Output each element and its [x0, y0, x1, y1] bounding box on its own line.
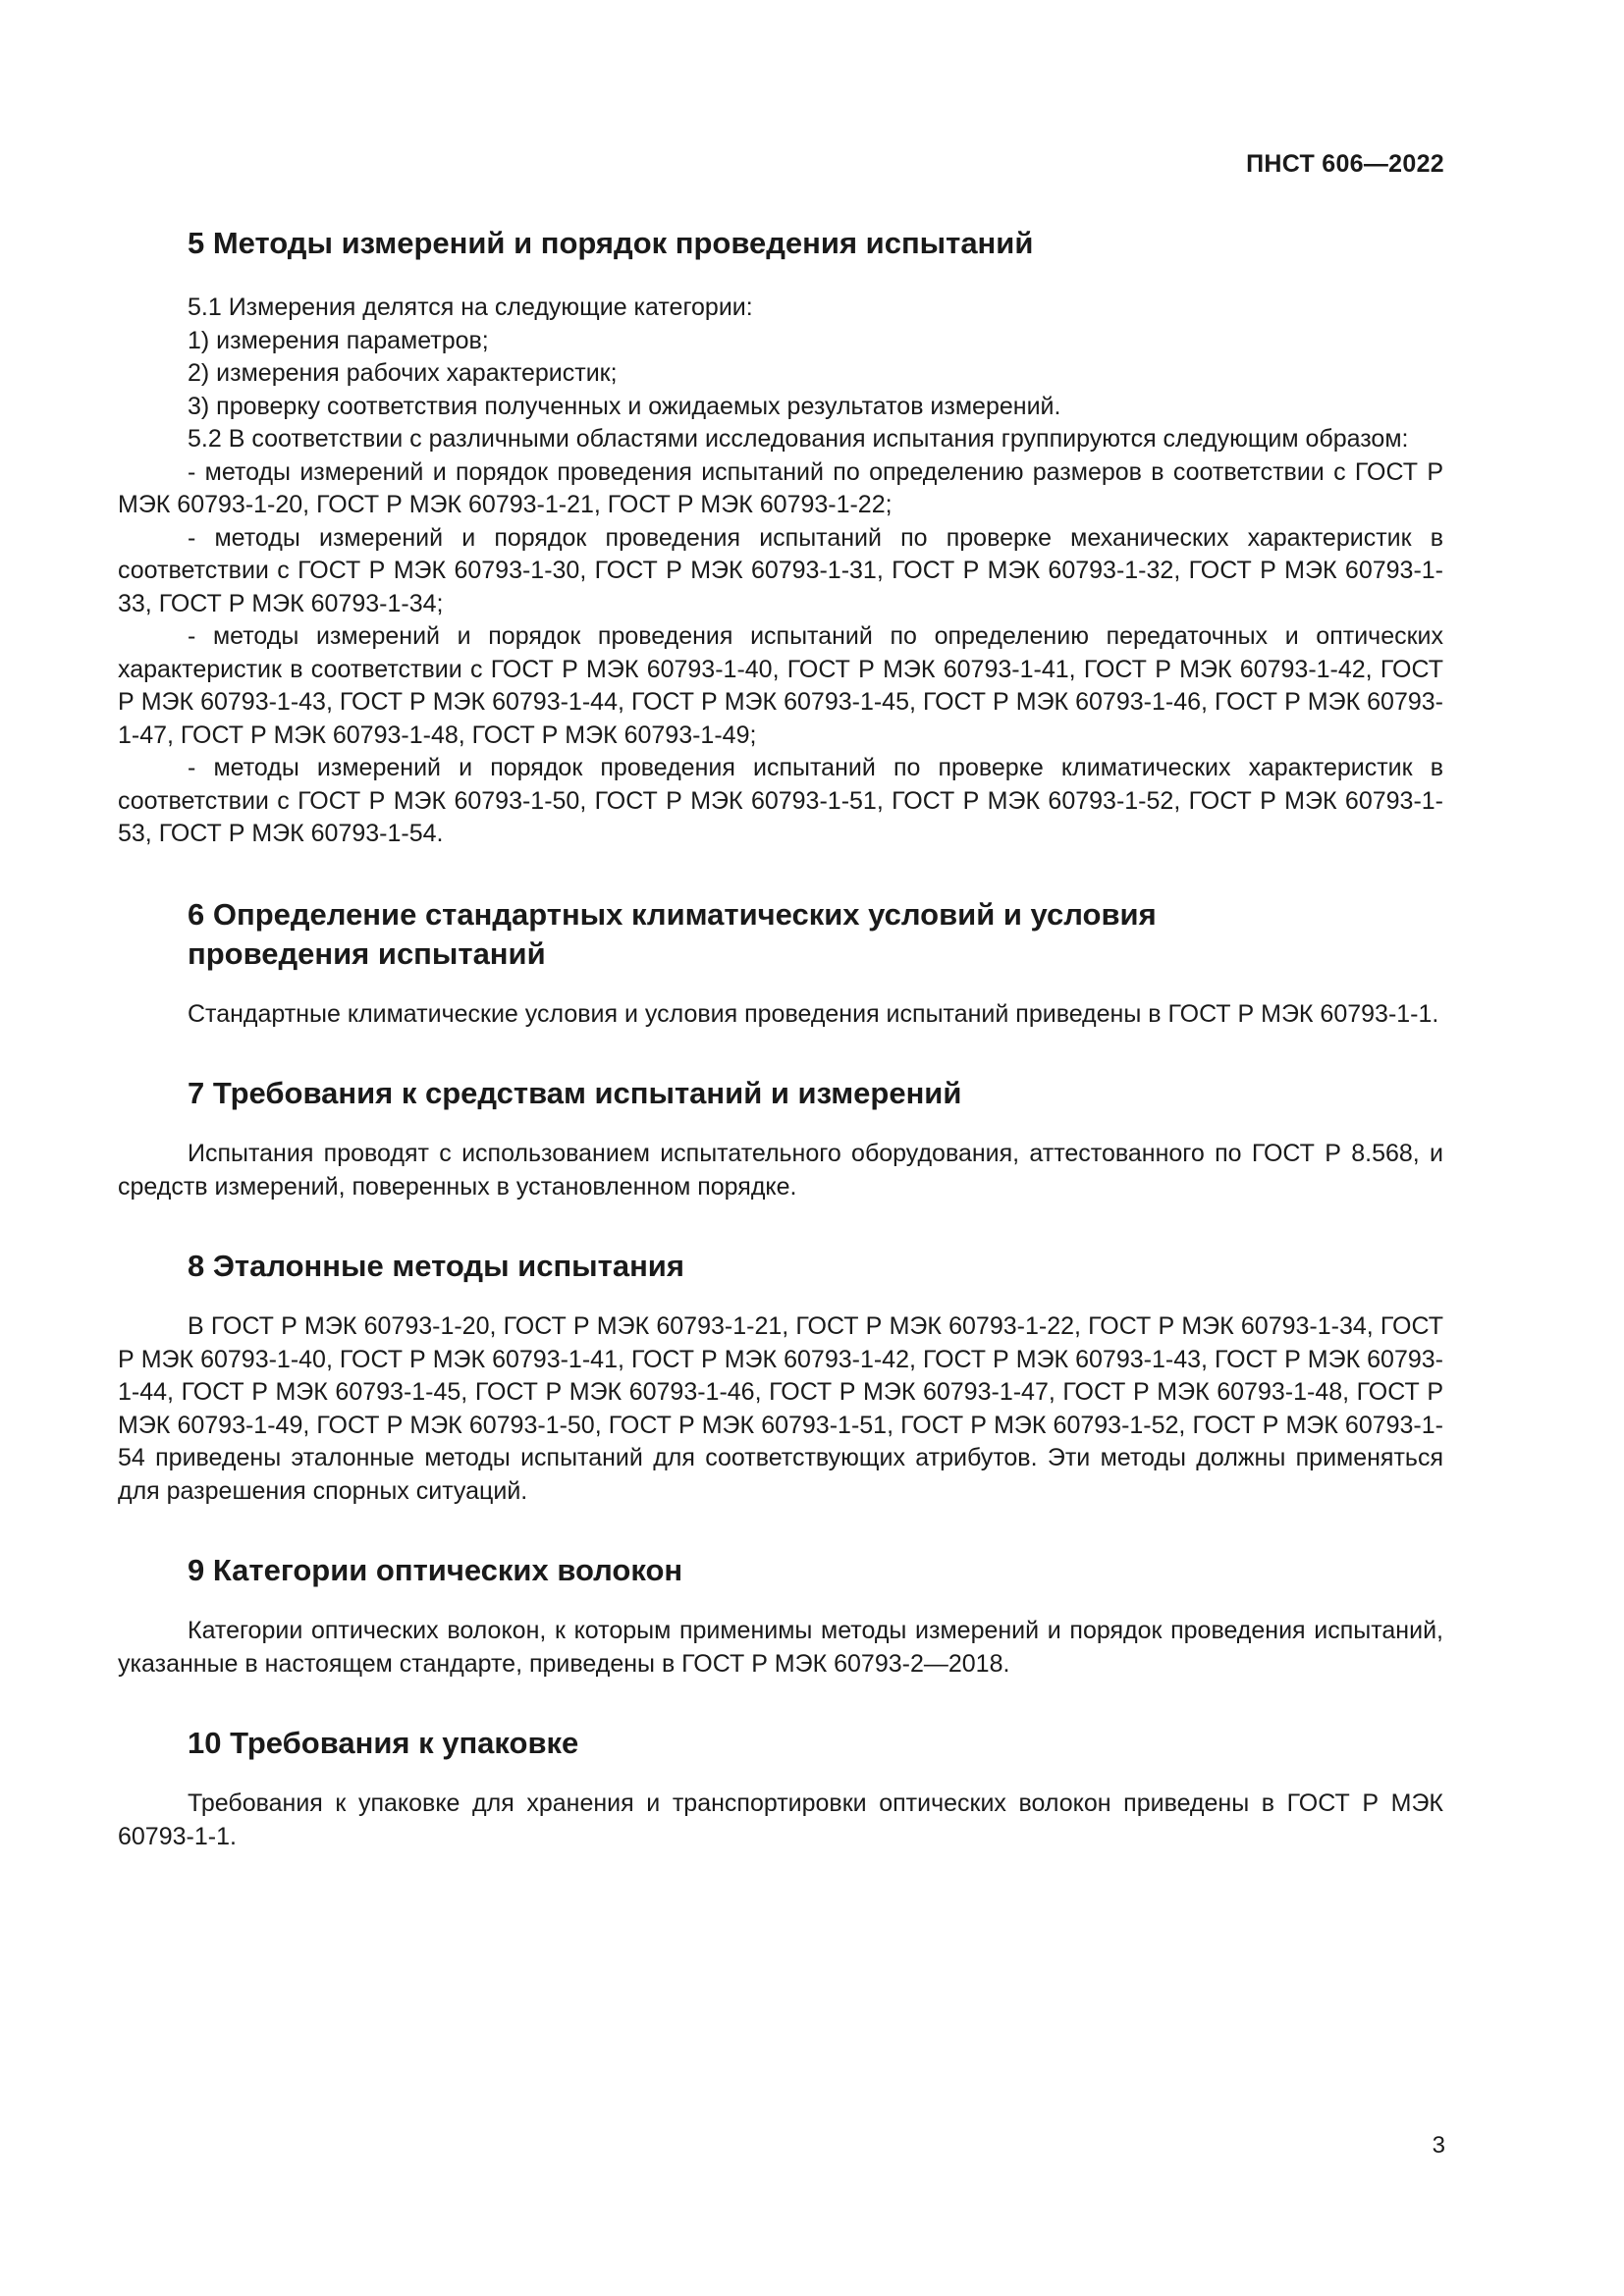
section-5-2-text: 5.2 В соответствии с различными областями исследования испытания группируются следующим образом:	[188, 425, 1409, 453]
section-9-heading: 9 Категории оптических волокон	[188, 1553, 683, 1587]
section-5-2-dash-3: - методы измерений и порядок проведения испытаний по определению передаточных и оптических характеристик в соответствии с ГОСТ Р МЭК 60793-1-40, ГОСТ Р МЭК 60793-1-41, ГОСТ Р МЭК 60793-1-42, ГОСТ Р МЭК 60793-1-43, ГОСТ Р МЭК 60793-1-44, ГОСТ Р МЭК 60793-1-45, ГОСТ Р МЭК 60793-1-46, ГОСТ Р МЭК 60793-1-47, ГОСТ Р МЭК 60793-1-48, ГОСТ Р МЭК 60793-1-49;	[118, 622, 1443, 749]
section-5-2-dash-1: - методы измерений и порядок проведения испытаний по определению размеров в соответствии с ГОСТ Р МЭК 60793-1-20, ГОСТ Р МЭК 60793-1-21, ГОСТ Р МЭК 60793-1-22;	[118, 457, 1443, 518]
page-number: 3	[1432, 2132, 1445, 2159]
section-5-1-item-3: 3) проверку соответствия полученных и ожидаемых результатов измерений.	[188, 392, 1061, 420]
section-7-text: Испытания проводят с использованием испытательного оборудования, аттестованного по ГОСТ Р 8.568, и средств измерений, поверенных в установленном порядке.	[118, 1140, 1443, 1201]
section-8-heading: 8 Эталонные методы испытания	[188, 1249, 684, 1283]
section-5-2-dash-4: - методы измерений и порядок проведения испытаний по проверке климатических характеристик в соответствии с ГОСТ Р МЭК 60793-1-50, ГОСТ Р МЭК 60793-1-51, ГОСТ Р МЭК 60793-1-52, ГОСТ Р МЭК 60793-1-53, ГОСТ Р МЭК 60793-1-54.	[118, 754, 1443, 847]
section-5-1-text: 5.1 Измерения делятся на следующие категории:	[188, 294, 753, 321]
section-5-heading: 5 Методы измерений и порядок проведения испытаний	[188, 226, 1034, 260]
section-10-text: Требования к упаковке для хранения и транспортировки оптических волокон приведены в ГОСТ Р МЭК 60793-1-1.	[118, 1789, 1443, 1850]
section-6-text: Стандартные климатические условия и условия проведения испытаний приведены в ГОСТ Р МЭК 60793-1-1.	[188, 999, 1439, 1028]
section-6-heading	[118, 895, 1443, 974]
section-10-heading: 10 Требования к упаковке	[188, 1726, 579, 1760]
section-6-heading-line-1: 6 Определение стандартных климатических условий и условия	[188, 896, 1157, 932]
section-9-text: Категории оптических волокон, к которым применимы методы измерений и порядок проведения испытаний, указанные в настоящем стандарте, приведены в ГОСТ Р МЭК 60793-2—2018.	[118, 1617, 1443, 1678]
section-5-1-item-1: 1) измерения параметров;	[188, 326, 489, 354]
section-5-1-item-2: 2) измерения рабочих характеристик;	[188, 359, 618, 387]
document-code: ПНСТ 606—2022	[1246, 150, 1444, 178]
section-8-text: В ГОСТ Р МЭК 60793-1-20, ГОСТ Р МЭК 60793-1-21, ГОСТ Р МЭК 60793-1-22, ГОСТ Р МЭК 60793-1-34, ГОСТ Р МЭК 60793-1-40, ГОСТ Р МЭК 60793-1-41, ГОСТ Р МЭК 60793-1-42, ГОСТ Р МЭК 60793-1-43, ГОСТ Р МЭК 60793-1-44, ГОСТ Р МЭК 60793-1-45, ГОСТ Р МЭК 60793-1-46, ГОСТ Р МЭК 60793-1-47, ГОСТ Р МЭК 60793-1-48, ГОСТ Р МЭК 60793-1-49, ГОСТ Р МЭК 60793-1-50, ГОСТ Р МЭК 60793-1-51, ГОСТ Р МЭК 60793-1-52, ГОСТ Р МЭК 60793-1-54 приведены эталонные методы испытаний для соответствующих атрибутов. Эти методы должны применяться для разрешения спорных ситуаций.	[118, 1312, 1443, 1505]
section-6-heading-line-2: проведения испытаний	[188, 935, 546, 971]
section-7-heading: 7 Требования к средствам испытаний и измерений	[188, 1076, 962, 1110]
page-content	[118, 224, 1443, 1853]
section-5-2-dash-2: - методы измерений и порядок проведения испытаний по проверке механических характеристик в соответствии с ГОСТ Р МЭК 60793-1-30, ГОСТ Р МЭК 60793-1-31, ГОСТ Р МЭК 60793-1-32, ГОСТ Р МЭК 60793-1-33, ГОСТ Р МЭК 60793-1-34;	[118, 523, 1443, 617]
